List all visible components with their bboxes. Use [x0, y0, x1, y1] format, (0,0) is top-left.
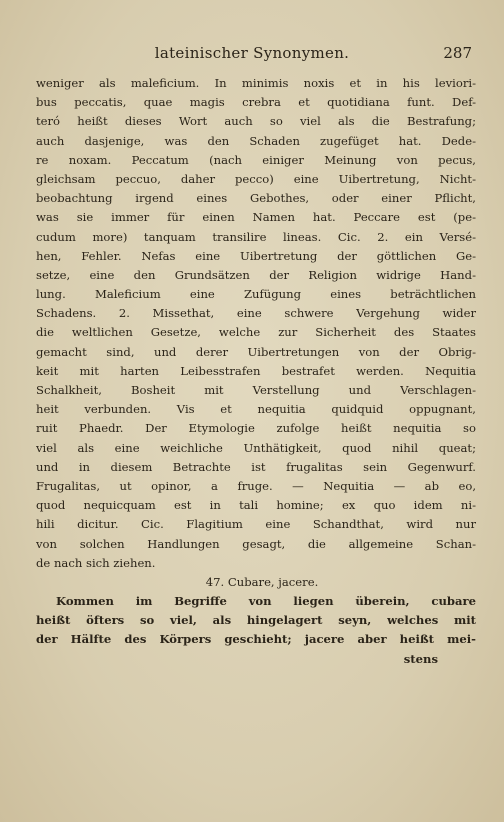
text-line: hili dicitur. Cic. Flagitium eine Schandthat, wird nur	[36, 517, 476, 532]
catchword: stens	[403, 651, 438, 666]
text-line: hen, Fehler. Nefas eine Uibertretung der göttlichen Ge-	[36, 248, 476, 263]
text-line: lung. Maleficium eine Zufügung eines beträchtlichen	[36, 287, 476, 302]
text-line: Schadens. 2. Missethat, eine schwere Vergehung wider	[36, 306, 476, 321]
text-line: teró heißt dieses Wort auch so viel als die Bestrafung;	[36, 114, 476, 129]
running-title: lateinischer Synonymen.	[154, 44, 350, 62]
text-line: Schalkheit, Bosheit mit Verstellung und Verschlagen-	[36, 383, 476, 397]
text-line: bus peccatis, quae magis crebra et quotidiana funt. Def-	[36, 95, 476, 110]
text-line: cudum more) tanquam transilire lineas. Cic. 2. ein Versé-	[36, 229, 476, 244]
text-line: de nach sich ziehen.	[36, 555, 156, 570]
text-line: heißt öfters so viel, als hingelagert seyn, welches mit	[36, 613, 476, 628]
body-text	[36, 74, 476, 669]
text-line: von solchen Handlungen gesagt, die allgemeine Schan-	[36, 536, 476, 551]
text-line: re noxam. Peccatum (nach einiger Meinung von pecus,	[36, 152, 476, 167]
page-header	[0, 44, 504, 66]
text-line: gemacht sind, und derer Uibertretungen von der Obrig-	[36, 344, 476, 359]
text-line: gleichsam peccuo, daher pecco) eine Uibertretung, Nicht-	[36, 171, 476, 186]
text-line: und in diesem Betrachte ist frugalitas sein Gegenwurf.	[36, 459, 476, 474]
text-line: beobachtung irgend eines Gebothes, oder einer Pflicht,	[36, 191, 476, 206]
text-line: Kommen im Begriffe von liegen überein, cubare	[56, 594, 476, 609]
text-line: viel als eine weichliche Unthätigkeit, quod nihil queat;	[36, 440, 476, 455]
text-line: weniger als maleficium. In minimis noxis et in his leviori-	[36, 76, 476, 90]
page-number: 287	[443, 44, 472, 62]
text-line: der Hälfte des Körpers geschieht; jacere aber heißt mei-	[36, 632, 476, 647]
text-line: heit verbunden. Vis et nequitia quidquid oppugnant,	[36, 402, 476, 417]
text-line: quod nequicquam est in tali homine; ex quo idem ni-	[36, 498, 476, 513]
text-line: keit mit harten Leibesstrafen bestrafet werden. Nequitia	[36, 363, 476, 378]
text-line: was sie immer für einen Namen hat. Peccare est (pe-	[36, 210, 476, 225]
text-line: Frugalitas, ut opinor, a fruge. — Nequitia — ab eo,	[36, 478, 476, 493]
text-line: setze, eine den Grundsätzen der Religion widrige Hand-	[36, 267, 476, 282]
text-line: die weltlichen Gesetze, welche zur Sicherheit des Staates	[36, 325, 476, 340]
section-heading: 47. Cubare, jacere.	[205, 574, 319, 589]
text-line: auch dasjenige, was den Schaden zugefüget hat. Dede-	[36, 133, 476, 148]
text-line: ruit Phaedr. Der Etymologie zufolge heißt nequitia so	[36, 421, 476, 436]
